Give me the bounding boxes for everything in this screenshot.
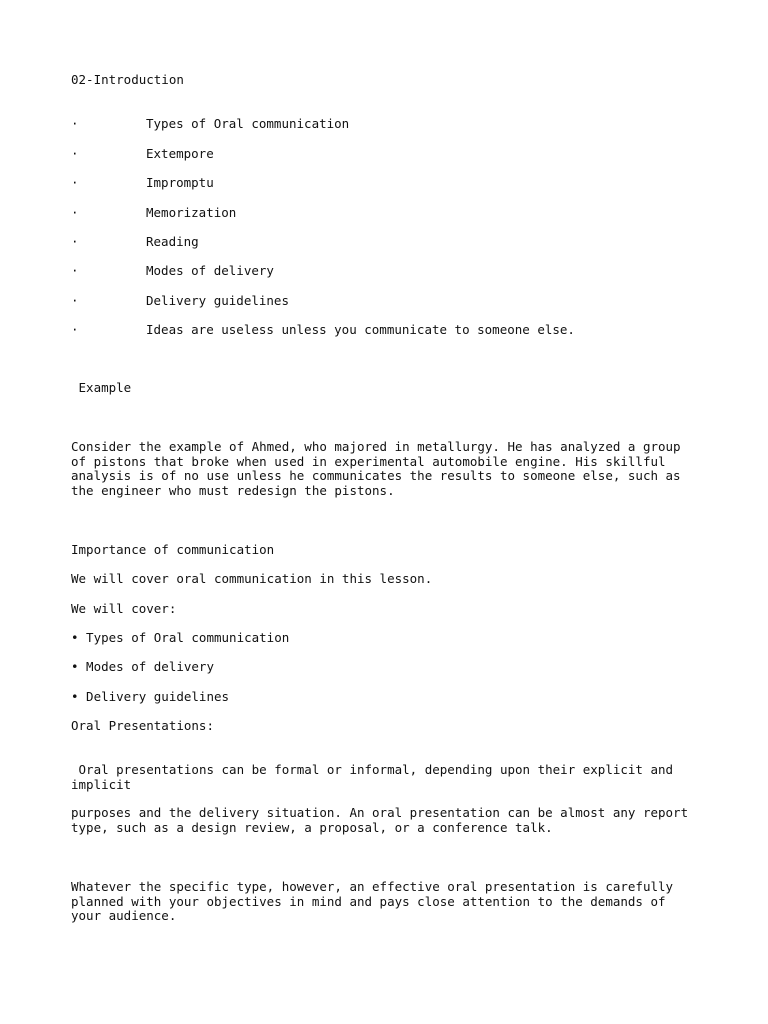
bullet-dot-icon: · [71,146,79,161]
importance-heading: Importance of communication [71,542,275,557]
example-paragraph: Consider the example of Ahmed, who majored in metallurgy. He has analyzed a group of pistons that broke when used in experimental automobile engine. His skillful analysis is of no use unless he communicates the results to someone else, such as the engineer who must redesign the pistons. [71,439,681,499]
cover-sentence: We will cover oral communication in this lesson. [71,571,433,586]
oral-presentations-heading: Oral Presentations: [71,718,214,733]
bullet-dot-icon: · [71,322,79,337]
topic-item-label: Extempore [146,146,214,161]
cover-intro: We will cover: [71,601,177,616]
example-heading: Example [71,380,132,395]
bullet-dot-icon: · [71,234,79,249]
bullet-dot-icon: · [71,116,79,131]
bullet-dot-icon: · [71,175,79,190]
cover-list-item: • Modes of delivery [71,659,214,674]
oral-paragraph-3: Whatever the specific type, however, an effective oral presentation is carefully planned with your objectives in mind and pays close attention to the demands of your audience. [71,879,674,924]
topic-item-label: Impromptu [146,175,214,190]
bullet-dot-icon: · [71,205,79,220]
oral-paragraph-2: purposes and the delivery situation. An oral presentation can be almost any report type, such as a design review, a proposal, or a conference talk. [71,805,689,835]
topic-item-label: Ideas are useless unless you communicate to someone else. [146,322,575,337]
cover-list-item: • Delivery guidelines [71,689,230,704]
topic-item-label: Modes of delivery [146,263,274,278]
oral-paragraph-1: Oral presentations can be formal or informal, depending upon their explicit and implicit [71,762,681,792]
bullet-dot-icon: · [71,293,79,308]
bullet-dot-icon: · [71,263,79,278]
section-heading-introduction: 02-Introduction [71,72,184,87]
cover-list-item: • Types of Oral communication [71,630,290,645]
topic-item-label: Delivery guidelines [146,293,289,308]
topic-item-label: Reading [146,234,199,249]
topic-item-label: Types of Oral communication [146,116,350,131]
topic-item-label: Memorization [146,205,237,220]
